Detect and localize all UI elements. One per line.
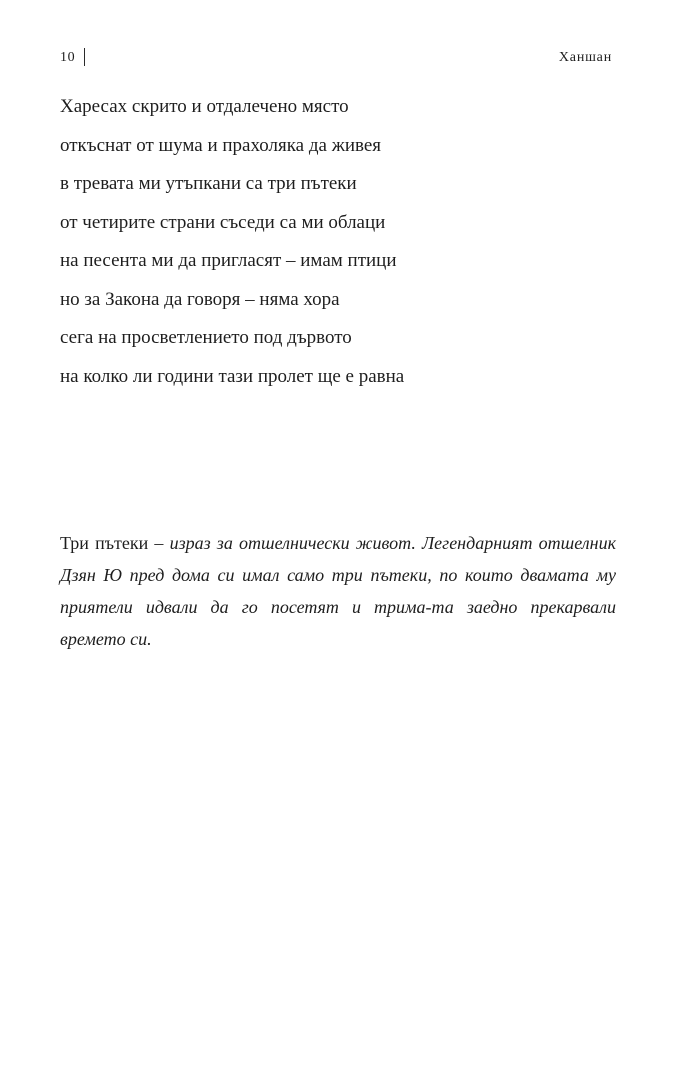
- footnote-text: израз за отшелнически живот. Легендарният отшелник Дзян Ю пред дома си имал само три пътеки, по които двамата му приятели идвали да го посетят и трима-та заедно прекарвали времето си.: [60, 533, 616, 649]
- footnote: [60, 527, 616, 655]
- poem: [60, 94, 620, 402]
- poem-line: на песента ми да пригласят – имам птици: [60, 250, 397, 271]
- page-number: 10: [60, 50, 76, 65]
- book-title: Ханшан: [558, 50, 612, 65]
- poem-line: сега на просветлението под дървото: [60, 327, 352, 348]
- poem-line: Харесах скрито и отдалечено място: [60, 96, 349, 117]
- poem-line: на колко ли години тази пролет ще е равна: [60, 365, 405, 387]
- poem-line: от четирите страни съседи са ми облаци: [60, 211, 386, 233]
- footnote-term: Три пътеки –: [60, 533, 170, 553]
- poem-line: откъснат от шума и прахоляка да живея: [60, 134, 382, 156]
- running-header: [60, 50, 612, 70]
- header-divider: [84, 48, 85, 66]
- poem-line: но за Закона да говоря – няма хора: [60, 288, 340, 310]
- poem-line: в тревата ми утъпкани са три пътеки: [60, 173, 357, 194]
